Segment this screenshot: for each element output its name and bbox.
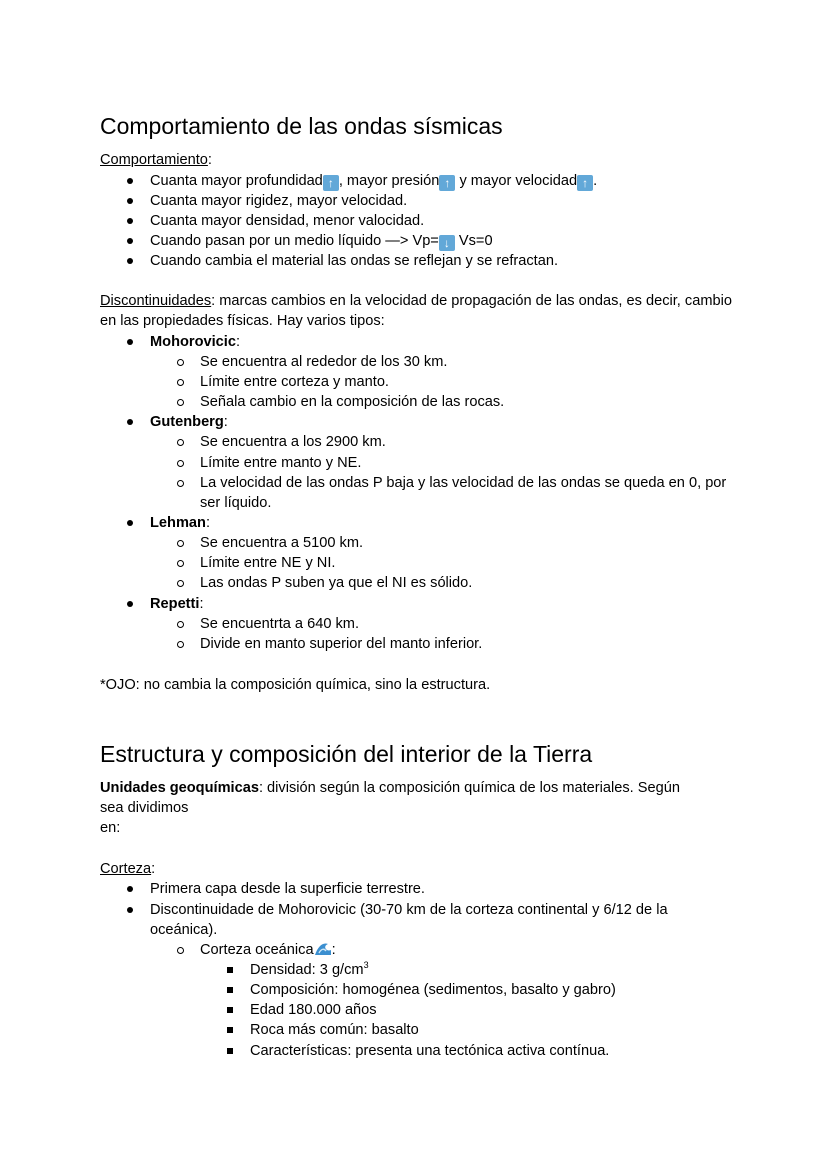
bullet-icon (127, 238, 133, 244)
circle-bullet-icon (177, 480, 184, 487)
name: Mohorovicic (150, 334, 236, 350)
bullet-icon (127, 886, 133, 892)
circle-bullet-icon (177, 439, 184, 446)
text: y mayor velocidad (455, 173, 578, 189)
text: Se encuentra a los 2900 km. (200, 434, 386, 450)
discontinuities-intro: : marcas cambios en la velocidad de propagación de las ondas, es decir, cambio en las propiedades físicas. Hay varios tipos: (100, 293, 732, 330)
list-item (200, 533, 363, 553)
bullet-icon (127, 419, 133, 425)
colon: : (235, 334, 241, 350)
text: Se encuentra al rededor de los 30 km. (200, 354, 448, 370)
bullet-icon (127, 198, 133, 204)
text: Discontinuidade de Mohorovicic (30-70 km de la corteza continental y 6/12 de la oceánica). (150, 902, 668, 939)
crust-heading (100, 859, 740, 879)
list-item (250, 960, 369, 980)
text: Corteza oceánica (200, 942, 314, 958)
text: Cuanta mayor densidad, menor valocidad. (150, 213, 425, 229)
text: Densidad: 3 g/cm (250, 962, 364, 978)
text: , mayor presión (338, 173, 440, 189)
discontinuity-repetti (150, 594, 204, 614)
square-bullet-icon (227, 967, 233, 973)
circle-bullet-icon (177, 359, 184, 366)
circle-bullet-icon (177, 379, 184, 386)
name: Gutenberg (150, 414, 224, 430)
list-item (150, 211, 424, 231)
list-item (150, 900, 710, 940)
list-item (200, 432, 386, 452)
geochem-label: Unidades geoquímicas (100, 780, 259, 796)
text: Límite entre corteza y manto. (200, 374, 389, 390)
circle-bullet-icon (177, 580, 184, 587)
behaviour-heading (100, 150, 740, 170)
water-wave-icon (314, 940, 332, 956)
bullet-icon (127, 601, 133, 607)
list-item (250, 1000, 377, 1020)
circle-bullet-icon (177, 540, 184, 547)
list-item (200, 453, 361, 473)
square-bullet-icon (227, 1048, 233, 1054)
text: Edad 180.000 años (250, 1002, 377, 1018)
text: Divide en manto superior del manto inferior. (200, 636, 483, 652)
text: Cuanta mayor profundidad (150, 173, 323, 189)
superscript: 3 (363, 960, 369, 971)
text: Cuanta mayor rigidez, mayor velocidad. (150, 193, 408, 209)
text: Cuando pasan por un medio líquido —> Vp= (150, 233, 439, 249)
name: Lehman (150, 515, 206, 531)
bullet-icon (127, 339, 133, 345)
text: Límite entre manto y NE. (200, 455, 362, 471)
section-title-seismic-waves: Comportamiento de las ondas sísmicas (100, 113, 503, 139)
text: Se encuentrta a 640 km. (200, 616, 360, 632)
text: sea dividimos (100, 800, 189, 817)
text: Se encuentra a 5100 km. (200, 535, 364, 551)
circle-bullet-icon (177, 947, 184, 954)
text: en: (100, 820, 121, 837)
oceanic-crust-item (200, 940, 336, 960)
arrow-up-icon: ↑ (577, 175, 593, 191)
list-item (200, 392, 504, 412)
name: Repetti (150, 596, 200, 612)
list-item (150, 191, 407, 211)
list-item (200, 634, 482, 654)
note: *OJO: no cambia la composición química, sino la estructura. (100, 677, 491, 693)
colon: : (207, 152, 212, 168)
discontinuities-paragraph (100, 291, 740, 331)
arrow-down-icon: ↓ (439, 235, 455, 251)
text: : división según la composición química de los materiales. Según (258, 780, 680, 796)
list-item (200, 352, 447, 372)
behaviour-label: Comportamiento (100, 152, 208, 168)
list-item (150, 171, 597, 191)
list-item (150, 231, 493, 251)
circle-bullet-icon (177, 641, 184, 648)
arrow-up-icon: ↑ (323, 175, 339, 191)
text: Las ondas P suben ya que el NI es sólido. (200, 575, 473, 591)
list-item (200, 573, 472, 593)
text: Roca más común: basalto (250, 1022, 419, 1038)
bullet-icon (127, 520, 133, 526)
text: Composición: homogénea (sedimentos, basalto y gabro) (250, 982, 616, 998)
bullet-icon (127, 258, 133, 264)
list-item (150, 251, 558, 271)
bullet-icon (127, 178, 133, 184)
list-item (200, 553, 335, 573)
discontinuities-label: Discontinuidades (100, 293, 212, 309)
section-title-earth-structure: Estructura y composición del interior de la Tierra (100, 741, 593, 767)
list-item (250, 1041, 609, 1061)
square-bullet-icon (227, 1007, 233, 1013)
colon: : (331, 942, 336, 958)
circle-bullet-icon (177, 460, 184, 467)
text: Señala cambio en la composición de las rocas. (200, 394, 505, 410)
bullet-icon (127, 218, 133, 224)
text: Características: presenta una tectónica activa contínua. (250, 1043, 610, 1059)
crust-label: Corteza (100, 861, 152, 877)
geochem-paragraph (100, 778, 740, 839)
text: Primera capa desde la superficie terrestre. (150, 881, 425, 897)
text: Límite entre NE y NI. (200, 555, 336, 571)
list-item (200, 372, 389, 392)
discontinuity-gutenberg (150, 412, 228, 432)
colon: : (205, 515, 211, 531)
circle-bullet-icon (177, 621, 184, 628)
arrow-up-icon: ↑ (439, 175, 455, 191)
discontinuity-lehman (150, 513, 210, 533)
square-bullet-icon (227, 987, 233, 993)
list-item (200, 473, 730, 513)
bullet-icon (127, 907, 133, 913)
text: . (593, 173, 598, 189)
circle-bullet-icon (177, 399, 184, 406)
list-item (250, 980, 616, 1000)
square-bullet-icon (227, 1027, 233, 1033)
colon: : (151, 861, 156, 877)
list-item (200, 614, 359, 634)
discontinuity-mohorovicic (150, 332, 240, 352)
list-item (150, 879, 425, 899)
colon: : (199, 596, 204, 612)
list-item (250, 1020, 419, 1040)
colon: : (223, 414, 228, 430)
text: La velocidad de las ondas P baja y las velocidad de las ondas se queda en 0, por ser líquido. (200, 475, 727, 512)
text: Vs=0 (454, 233, 493, 249)
circle-bullet-icon (177, 560, 184, 567)
text: Cuando cambia el material las ondas se reflejan y se refractan. (150, 253, 559, 269)
